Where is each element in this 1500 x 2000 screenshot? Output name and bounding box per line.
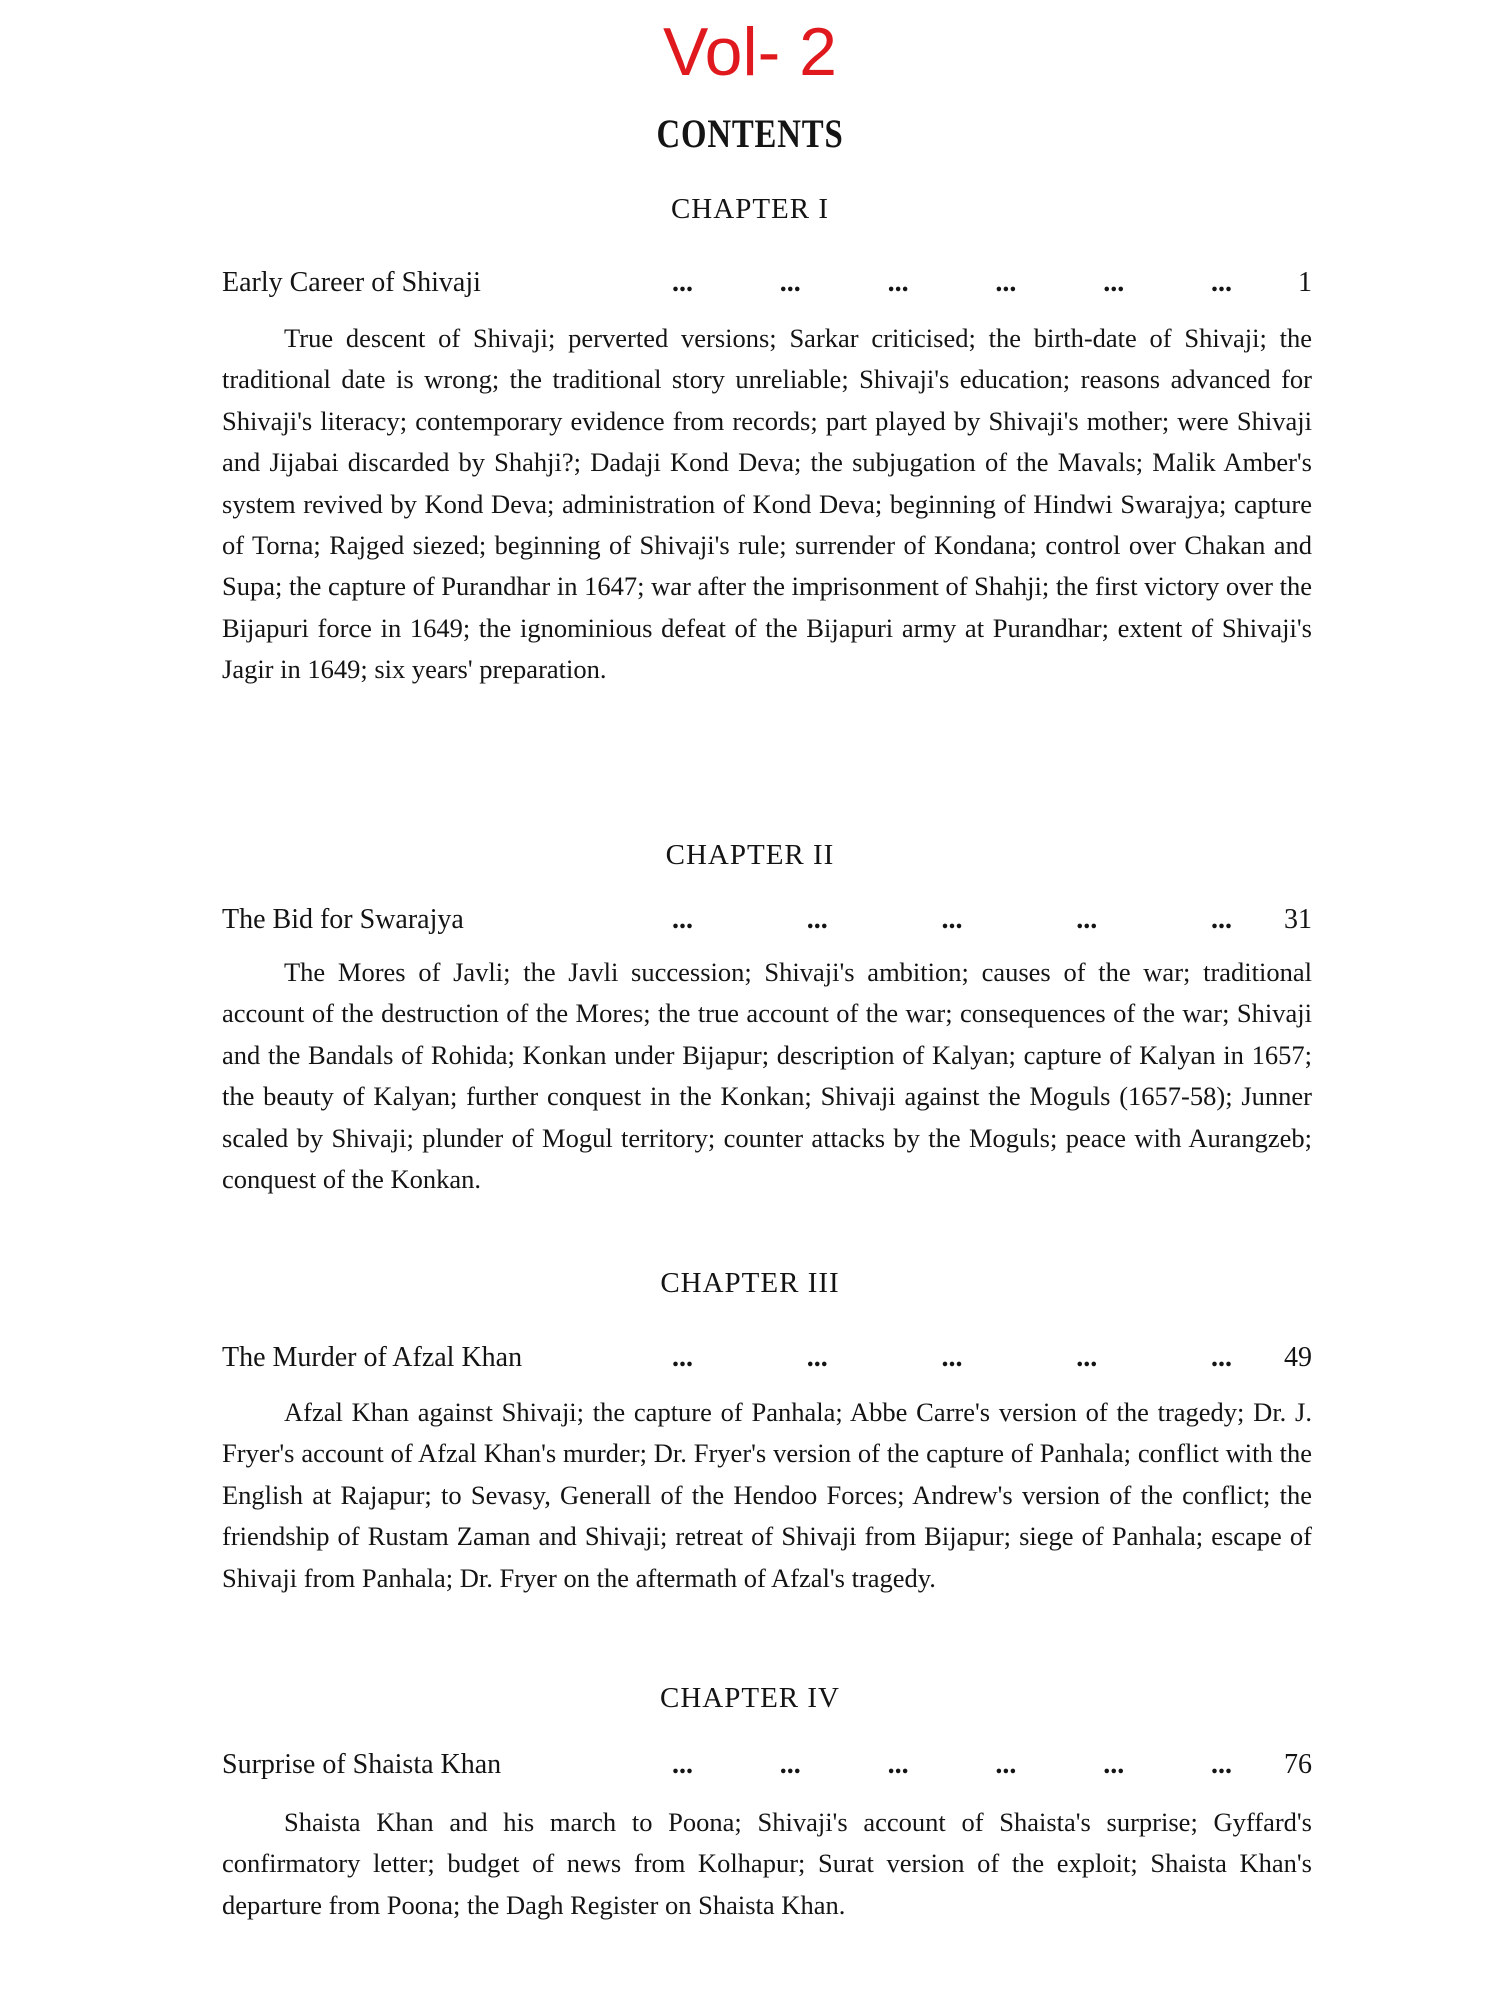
toc-entry <box>222 1340 1312 1376</box>
page-number: 49 <box>1284 1342 1312 1373</box>
chapter-title: Early Career of Shivaji <box>222 267 481 298</box>
chapter-title: The Bid for Swarajya <box>222 904 464 935</box>
toc-entry <box>222 902 1312 938</box>
contents-title: CONTENTS <box>656 111 844 156</box>
chapter-summary: Afzal Khan against Shivaji; the capture of Panhala; Abbe Carre's version of the tragedy; Dr. J. Fryer's account of Afzal Khan's murder; Dr. Fryer's version of the capture of Panhala; conflict with the English at Rajapur; to Sevasy, Generall of the Hendoo Forces; Andrew's version of the conflict; the friendship of Rustam Zaman and Shivaji; retreat of Shivaji from Bijapur; siege of Panhala; escape of Shivaji from Panhala; Dr. Fryer on the aftermath of Afzal's tragedy. <box>222 1397 1312 1593</box>
chapter-title: The Murder of Afzal Khan <box>222 1342 523 1373</box>
chapter-summary: The Mores of Javli; the Javli succession; Shivaji's ambition; causes of the war; traditional account of the destruction of the Mores; the true account of the war; consequences of the war; Shivaji and the Bandals of Rohida; Konkan under Bijapur; description of Kalyan; capture of Kalyan in 1657; the beauty of Kalyan; further conquest in the Konkan; Shivaji against the Moguls (1657-58); Junner scaled by Shivaji; plunder of Mogul territory; counter attacks by the Moguls; peace with Aurangzeb; conquest of the Konkan. <box>222 957 1312 1195</box>
page-number: 1 <box>1298 267 1312 298</box>
chapter-summary: Shaista Khan and his march to Poona; Shivaji's account of Shaista's surprise; Gyffard's confirmatory letter; budget of news from Kolhapur; Surat version of the exploit; Shaista Khan's departure from Poona; the Dagh Register on Shaista Khan. <box>222 1807 1312 1920</box>
volume-label: Vol- 2 <box>663 14 837 90</box>
chapter-heading: CHAPTER I <box>670 193 830 225</box>
toc-entry <box>222 265 1312 301</box>
page-number: 31 <box>1284 904 1312 935</box>
chapter-summary: True descent of Shivaji; perverted versions; Sarkar criticised; the birth-date of Shivaji; the traditional date is wrong; the traditional story unreliable; Shivaji's education; reasons advanced for Shivaji's literacy; contemporary evidence from records; part played by Shivaji's mother; were Shivaji and Jijabai discarded by Shahji?; Dadaji Kond Deva; the subjugation of the Mavals; Malik Amber's system revived by Kond Deva; administration of Kond Deva; beginning of Hindwi Swarajya; capture of Torna; Rajged siezed; beginning of Shivaji's rule; surrender of Kondana; control over Chakan and Supa; the capture of Purandhar in 1647; war after the imprisonment of Shahji; the first victory over the Bijapuri force in 1649; the ignominious defeat of the Bijapuri army at Purandhar; extent of Shivaji's Jagir in 1649; six years' preparation. <box>222 323 1312 685</box>
page-number: 76 <box>1284 1749 1312 1780</box>
chapter-heading: CHAPTER III <box>660 1267 840 1299</box>
dot-leader: ... ... ... ... ... ... <box>672 267 1232 298</box>
dot-leader: ... ... ... ... ... <box>672 904 1232 935</box>
dot-leader: ... ... ... ... ... <box>672 1342 1232 1373</box>
chapter-heading: CHAPTER II <box>665 839 835 871</box>
toc-entry <box>222 1747 1312 1783</box>
chapter-title: Surprise of Shaista Khan <box>222 1749 502 1780</box>
chapter-heading: CHAPTER IV <box>660 1682 840 1714</box>
dot-leader: ... ... ... ... ... ... <box>672 1749 1232 1780</box>
